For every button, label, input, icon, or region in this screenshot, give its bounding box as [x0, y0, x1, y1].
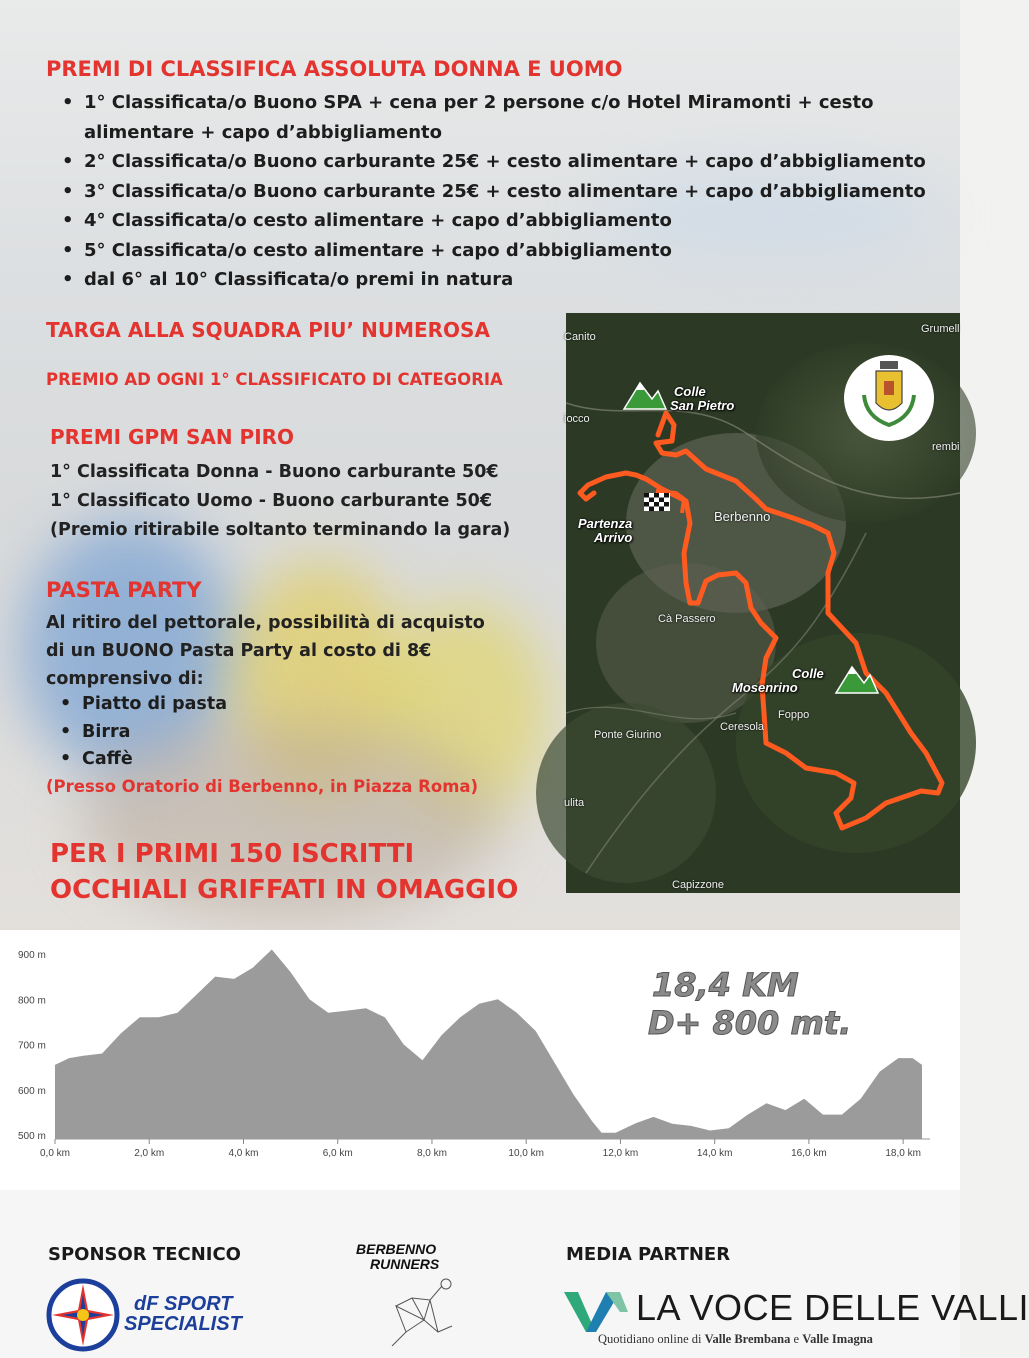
la-voce-wordmark: LA VOCE DELLE VALLI — [636, 1287, 1029, 1328]
x-tick-label: 18,0 km — [885, 1148, 921, 1159]
map-label: Foppo — [778, 709, 810, 721]
team-plaque-heading: TARGA ALLA SQUADRA PIU’ NUMEROSA — [46, 318, 490, 342]
list-item: • 5° Classificata/o cesto alimentare + capo d’abbigliamento — [62, 236, 926, 266]
mountain-icon — [834, 661, 880, 695]
list-item: • Birra — [60, 719, 227, 747]
gpm-line: 1° Classificato Uomo - Buono carburante 50€ — [50, 491, 493, 511]
x-tick-label: 8,0 km — [416, 1148, 447, 1159]
map-label: Berbenno — [714, 509, 771, 524]
x-tick-label: 0,0 km — [39, 1148, 71, 1159]
tech-sponsor-title: SPONSOR TECNICO — [48, 1244, 241, 1265]
list-item — [62, 118, 926, 148]
pasta-title: PASTA PARTY — [46, 578, 202, 602]
partenza-arrivo-label: Partenza Arrivo — [578, 516, 633, 545]
list-item: • 1° Classificata/o Buono SPA + cena per 2 persone c/o Hotel Miramonti + cesto — [62, 88, 926, 118]
list-item: • 2° Classificata/o Buono carburante 25€ + cesto alimentare + capo d’abbigliamento — [62, 147, 926, 177]
list-item: • 3° Classificata/o Buono carburante 25€ + cesto alimentare + capo d’abbigliamento — [62, 177, 926, 207]
gift-line-2: OCCHIALI GRIFFATI IN OMAGGIO — [50, 875, 519, 905]
runner-sketch-icon — [372, 1276, 468, 1350]
map-label: rembi — [932, 441, 960, 453]
elevation-chart — [0, 930, 960, 1190]
club-line2: RUNNERS — [370, 1256, 440, 1272]
list-item: • Caffè — [60, 746, 227, 774]
sport-specialist-line2: SPECIALIST — [124, 1313, 242, 1335]
colle-mosenrino-label: Colle Mosenrino — [732, 666, 824, 695]
gift-line-1: PER I PRIMI 150 ISCRITTI — [50, 839, 415, 869]
y-tick-label: 600 m — [18, 1085, 46, 1097]
x-tick-label: 2,0 km — [134, 1148, 165, 1159]
municipal-crest — [844, 355, 934, 441]
x-tick-label: 16,0 km — [791, 1148, 827, 1159]
sport-specialist-wordmark — [124, 1294, 242, 1334]
crest-icon — [844, 355, 934, 441]
pasta-line: comprensivo di: — [46, 669, 204, 689]
y-tick-label: 900 m — [18, 950, 46, 961]
pasta-location: (Presso Oratorio di Berbenno, in Piazza Roma) — [46, 777, 479, 796]
gpm-title: PREMI GPM SAN PIRO — [50, 425, 295, 449]
list-item: • Piatto di pasta — [60, 691, 227, 719]
tagline-part: Valle Brembana — [704, 1332, 791, 1346]
tagline-part: e — [790, 1332, 803, 1346]
x-tick-label: 10,0 km — [508, 1148, 544, 1159]
berbenno-runners-logo — [356, 1242, 439, 1272]
map-label: iocco — [564, 413, 590, 425]
map-label: Cà Passero — [658, 613, 716, 625]
sport-specialist-logo-icon — [46, 1278, 120, 1352]
la-voce-tagline — [598, 1332, 873, 1347]
club-line1: BERBENNO — [356, 1241, 437, 1257]
gift-headline — [50, 836, 518, 908]
prizes-title: PREMI DI CLASSIFICA ASSOLUTA DONNA E UOMO — [46, 57, 623, 81]
elevation-gain-stat: D+ 800 mt. — [648, 1004, 852, 1042]
map-label: Ceresola — [720, 721, 765, 733]
gpm-lines — [50, 458, 510, 545]
y-tick-label: 700 m — [18, 1040, 46, 1052]
map-label: Canito — [564, 331, 596, 343]
sport-specialist-line1: dF SPORT — [134, 1293, 233, 1315]
route-map — [566, 313, 960, 893]
pasta-lines — [46, 609, 485, 693]
elevation-profile — [0, 930, 960, 1190]
la-voce-logo-icon — [562, 1288, 632, 1334]
prizes-list — [62, 88, 926, 295]
pasta-line: di un BUONO Pasta Party al costo di 8€ — [46, 641, 432, 661]
tagline-part: Valle Imagna — [802, 1332, 873, 1346]
gpm-line: (Premio ritirabile soltanto terminando la gara) — [50, 520, 511, 540]
mountain-icon — [622, 377, 668, 411]
checkered-flag-icon — [644, 493, 670, 515]
sponsors-section — [0, 1190, 1029, 1358]
category-prize-heading: PREMIO AD OGNI 1° CLASSIFICATO DI CATEGORIA — [46, 370, 503, 389]
map-label: Capizzone — [672, 879, 724, 891]
colle-san-pietro-label: Colle San Pietro — [670, 384, 735, 413]
media-partner-title: MEDIA PARTNER — [566, 1244, 731, 1265]
map-label: ulita — [564, 797, 585, 809]
list-item: • 4° Classificata/o cesto alimentare + capo d’abbigliamento — [62, 206, 926, 236]
map-label: Ponte Giurino — [594, 729, 662, 741]
y-tick-label: 800 m — [18, 995, 46, 1007]
map-label: Grumell — [921, 323, 960, 335]
tagline-part: Quotidiano online di — [598, 1332, 705, 1346]
gpm-line: 1° Classificata Donna - Buono carburante 50€ — [50, 462, 499, 482]
pasta-items — [60, 691, 227, 774]
x-tick-label: 6,0 km — [322, 1148, 353, 1159]
list-item: • dal 6° al 10° Classificata/o premi in natura — [62, 265, 926, 295]
list-item-continuation: alimentare + capo d’abbigliamento — [84, 121, 442, 143]
x-tick-label: 4,0 km — [228, 1148, 259, 1159]
x-tick-label: 14,0 km — [696, 1148, 733, 1159]
y-tick-label: 500 m — [18, 1131, 46, 1142]
pasta-line: Al ritiro del pettorale, possibilità di acquisto — [46, 613, 485, 633]
distance-stat: 18,4 KM — [652, 966, 799, 1004]
x-tick-label: 12,0 km — [602, 1148, 639, 1159]
